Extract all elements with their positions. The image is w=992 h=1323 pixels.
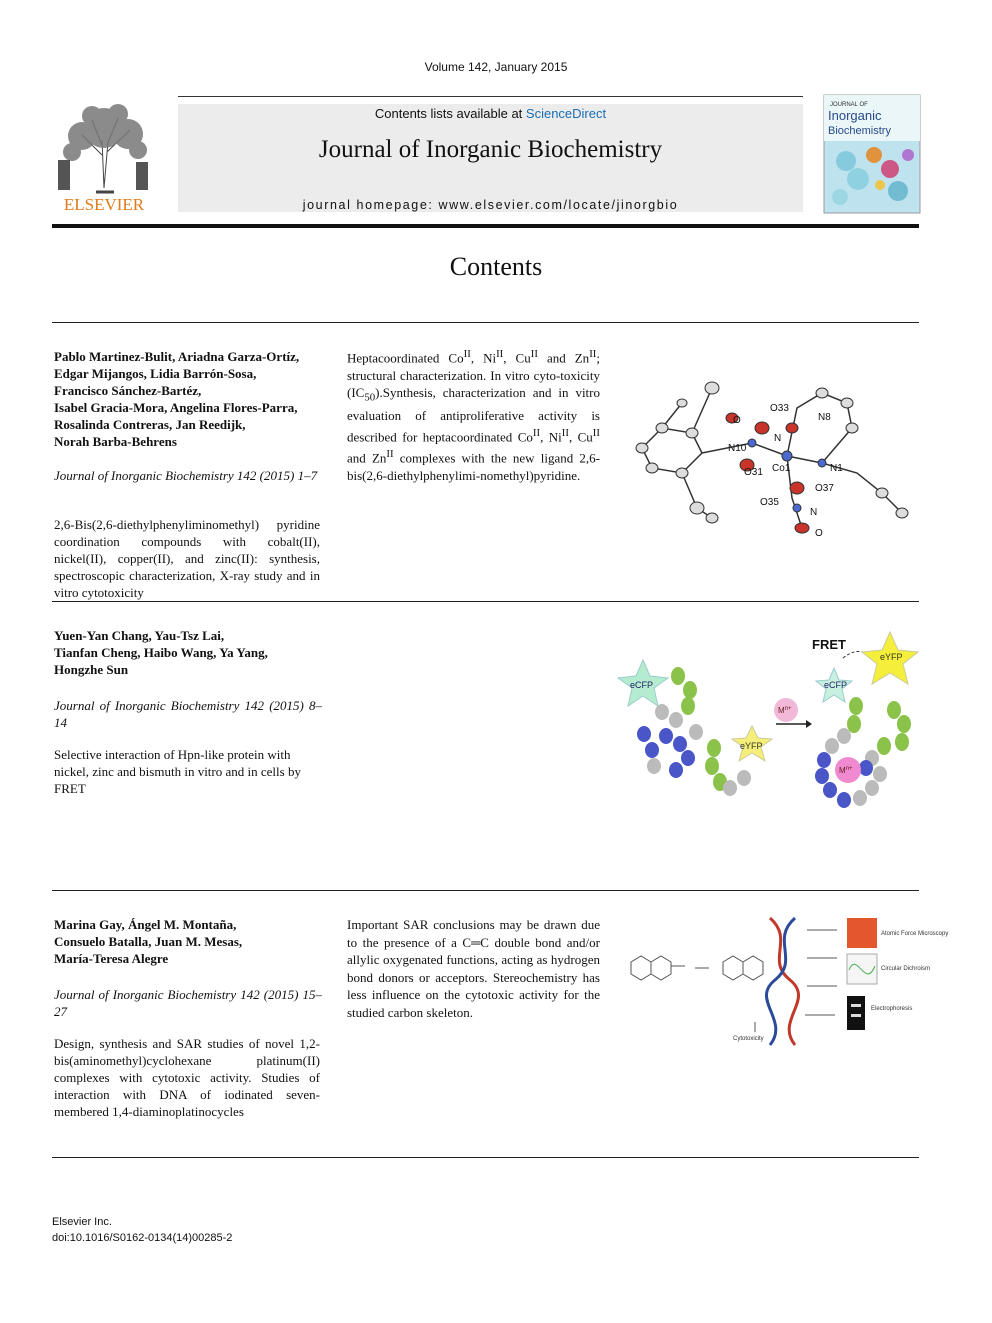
volume-info: Volume 142, January 2015 <box>424 60 568 74</box>
journal-title: Journal of Inorganic Biochemistry <box>318 136 663 163</box>
elsevier-logo <box>52 100 156 212</box>
abstract-text: and Zn <box>347 450 387 466</box>
figure-label: Circular Dichroism <box>881 966 931 972</box>
figure-label: N <box>774 433 782 444</box>
article-3-graphical-abstract <box>625 910 949 1050</box>
article-1-authors <box>54 348 324 450</box>
cover-title-line2: Inorganic <box>828 108 882 123</box>
article-2-journal-ref[interactable]: Journal of Inorganic Biochemistry 142 (2015) 8–14 <box>54 698 322 730</box>
metal-ion-label: $M^{n+}$ <box>778 706 792 715</box>
figure-label: O37 <box>815 483 834 494</box>
article-3-title[interactable]: Design, synthesis and SAR studies of novel 1,2-bis(aminomethyl)cyclohexane platinum(II) complexes with cytotoxic activity. Studies of interaction with DNA of iodinated seven-membered 1,4-diaminoplatinocycles <box>54 1036 320 1119</box>
article-3-abstract: Important SAR conclusions may be drawn due to the presence of a C═C double bond and/or allylic oxygenated functions, acting as hydrogen bond donors or acceptors. Stereochemistry has less influence on the cytotoxic activity for the studied carbon skeleton. <box>347 917 600 1020</box>
superscript: II <box>496 348 504 360</box>
abstract-text: Heptacoordinated Co <box>347 350 464 366</box>
article-3-journal-ref[interactable]: Journal of Inorganic Biochemistry 142 (2015) 15–27 <box>54 987 322 1019</box>
superscript: II <box>589 348 597 360</box>
header-thick-rule <box>52 224 919 228</box>
abstract-text: structural characterization. In vitro cyto-toxicity (IC <box>347 367 600 401</box>
abstract-text: , Cu <box>568 429 593 445</box>
cover-title-line1: JOURNAL OF <box>830 102 868 108</box>
eyfp-label: eYFP <box>880 652 903 662</box>
article-1-title[interactable]: 2,6-Bis(2,6-diethylphenyliminomethyl) pyridine coordination compounds with cobalt(II), nickel(II), copper(II), and zinc(II): synthesis, spectroscopic characterization, X-ray study and in vitro cytotoxicity <box>54 517 320 600</box>
figure-label: Electrophoresis <box>871 1006 913 1012</box>
divider-2 <box>52 890 919 891</box>
figure-label: O33 <box>770 403 789 414</box>
figure-label: O <box>815 528 823 539</box>
figure-label: Atomic Force Microscopy <box>881 931 949 937</box>
fret-label: FRET <box>812 637 846 652</box>
author-line: Consuelo Batalla, Juan M. Mesas, <box>54 934 243 949</box>
author-line: Edgar Mijangos, Lidia Barrón-Sosa, <box>54 366 257 381</box>
cover-title-line3: Biochemistry <box>828 125 891 137</box>
abstract-text: ; <box>596 350 601 366</box>
figure-label: N8 <box>818 412 831 423</box>
figure-label: N1 <box>830 463 843 474</box>
author-line: Pablo Martinez-Bulit, Ariadna Garza-Ortíz, <box>54 349 300 364</box>
ecfp-label: eCFP <box>630 680 654 690</box>
eyfp-label: eYFP <box>740 741 763 751</box>
article-2-graphical-abstract <box>618 628 922 818</box>
superscript: II <box>530 348 538 360</box>
page-title: Contents <box>449 252 543 281</box>
contents-available-text: Contents lists available at <box>374 106 526 121</box>
figure-label: Cytotoxicity <box>733 1036 764 1042</box>
abstract-text: , Ni <box>470 350 497 366</box>
article-3-authors <box>54 916 324 967</box>
divider-1 <box>52 601 919 602</box>
author-line: Francisco Sánchez-Bartéz, <box>54 383 202 398</box>
article-1-graphical-abstract <box>622 348 922 548</box>
ecfp-label: eCFP <box>824 680 848 690</box>
journal-homepage[interactable]: journal homepage: www.elsevier.com/locate/jinorgbio <box>302 198 679 212</box>
footer-publisher: Elsevier Inc. <box>52 1216 112 1228</box>
author-line: Rosalinda Contreras, Jan Reedijk, <box>54 417 246 432</box>
superscript: II <box>386 447 394 460</box>
sciencedirect-link[interactable]: ScienceDirect <box>525 106 607 121</box>
article-2-title[interactable]: Selective interaction of Hpn-like protein with nickel, zinc and bismuth in vitro and in cells by FRET <box>54 747 301 796</box>
figure-label: O35 <box>760 497 779 508</box>
subscript: 50 <box>364 391 376 404</box>
article-1-abstract <box>347 346 600 484</box>
figure-label: N <box>810 507 818 518</box>
figure-label: O <box>733 415 741 426</box>
author-line: Norah Barba-Behrens <box>54 434 177 449</box>
author-line: Isabel Gracia-Mora, Angelina Flores-Parra, <box>54 400 298 415</box>
superscript: II <box>561 426 569 439</box>
elsevier-logo-text: ELSEVIER <box>63 195 145 214</box>
author-line: Hongzhe Sun <box>54 662 129 677</box>
footer <box>52 1214 232 1246</box>
article-2-authors <box>54 627 324 678</box>
abstract-text: , Cu <box>503 350 531 366</box>
abstract-text: and Zn <box>537 350 590 366</box>
article-1-journal-ref[interactable]: Journal of Inorganic Biochemistry 142 (2015) 1–7 <box>54 468 318 483</box>
author-line: María-Teresa Alegre <box>54 951 169 966</box>
metal-ion-label: $M^{n+}$ <box>839 766 853 775</box>
divider-bottom <box>52 1157 919 1158</box>
superscript: II <box>592 426 601 439</box>
header-top-rule <box>178 96 803 97</box>
footer-doi[interactable]: doi:10.1016/S0162-0134(14)00285-2 <box>52 1232 233 1244</box>
superscript: II <box>532 426 541 439</box>
figure-label: Co1 <box>772 463 791 474</box>
figure-label: N10 <box>728 443 747 454</box>
author-line: Marina Gay, Ángel M. Montaña, <box>54 917 237 932</box>
abstract-text: complexes with the new ligand 2,6-bis(2,6-diethylphenylimi-nomethyl)pyridine. <box>347 450 600 483</box>
abstract-text: ).Synthesis, characterization and in vitro evaluation of antiproliferative activity is described for heptacoordinated Co <box>347 385 600 445</box>
divider-top <box>52 322 919 323</box>
superscript: II <box>463 348 471 360</box>
journal-cover-image <box>824 95 920 213</box>
author-line: Tianfan Cheng, Haibo Wang, Ya Yang, <box>54 645 268 660</box>
author-line: Yuen-Yan Chang, Yau-Tsz Lai, <box>54 628 225 643</box>
abstract-text: , Ni <box>540 429 562 445</box>
figure-label: O31 <box>744 467 763 478</box>
contents-lists-line <box>178 106 803 121</box>
